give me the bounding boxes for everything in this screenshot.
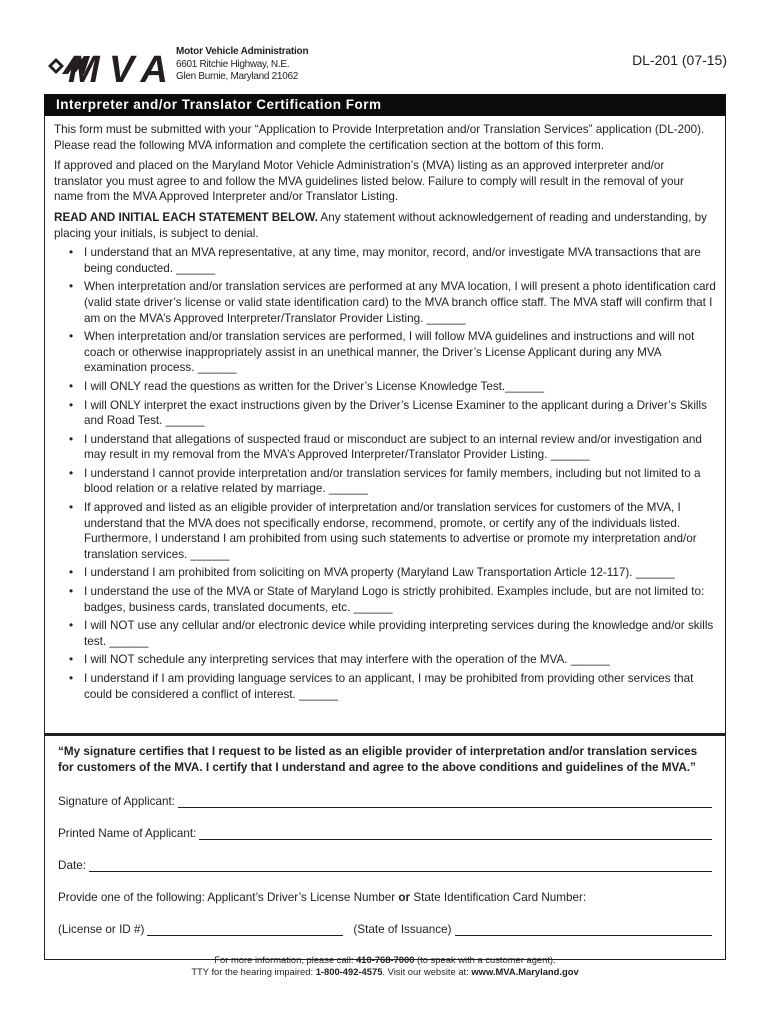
statement-item <box>54 432 716 463</box>
statement-text: I understand the use of the MVA or State of Maryland Logo is strictly prohibited. Examples include, but are not limited to: badges, business cards, translated documents, etc. ______ <box>84 585 705 614</box>
guidelines-section <box>44 116 726 734</box>
bullet-icon: • <box>69 653 74 667</box>
statement-item <box>54 671 716 702</box>
address-line-1: 6601 Ritchie Highway, N.E. <box>176 58 290 70</box>
statement-text: When interpretation and/or translation services are performed at any MVA location, I will present a photo identification card (valid state driver’s license or valid state identification card) to the MVA branch office staff. The MVA staff will confirm that I am on the MVA’s Approved Interpreter/Translator Provider Listing. ______ <box>84 280 716 325</box>
bullet-icon: • <box>69 246 74 260</box>
statement-item <box>54 245 716 276</box>
bullet-icon: • <box>69 398 74 412</box>
statement-item <box>54 279 716 326</box>
printed-name-row <box>58 824 712 840</box>
bullet-icon: • <box>69 672 74 685</box>
tty-number: 1-800-492-4575 <box>315 966 383 977</box>
instruction-bold: READ AND INITIAL EACH STATEMENT BELOW. <box>54 210 318 224</box>
form-header <box>44 40 729 88</box>
intro-paragraph-2: If approved and placed on the Maryland Motor Vehicle Administration’s (MVA) listing as an approved interpreter and/or translator you must agree to and follow the MVA guidelines listed below. Failure to comply will result in the removal of your name from the MVA Approved Interpreter and/or Translator Listing. <box>54 159 684 204</box>
footer-line-1 <box>0 954 770 966</box>
statement-text: I understand I am prohibited from soliciting on MVA property (Maryland Law Transportation Article 12-117). ______ <box>84 566 675 580</box>
provide-prefix: Provide one of the following: Applicant’s Driver’s License Number <box>58 891 396 904</box>
agency-name: Motor Vehicle Administration <box>176 46 309 57</box>
instruction-paragraph <box>54 210 716 241</box>
bullet-icon: • <box>69 330 74 344</box>
form-number: DL-201 (07-15) <box>632 52 727 68</box>
agency-block <box>176 46 308 84</box>
statement-item <box>54 618 716 649</box>
bullet-icon: • <box>69 501 74 515</box>
signature-field[interactable] <box>178 796 712 808</box>
statement-text: I understand I cannot provide interpretation and/or translation services for family members, including but not limited to a blood relation or a relative related by marriage. ______ <box>84 466 701 496</box>
bullet-icon: • <box>69 466 74 480</box>
statement-item <box>54 398 716 429</box>
statement-item <box>54 466 716 497</box>
statement-text: I will ONLY interpret the exact instructions given by the Driver’s License Examiner to the applicant during a Driver’s Skills and Road Test. ______ <box>84 398 707 428</box>
statement-text: I will NOT use any cellular and/or electronic device while providing interpreting services during the knowledge and/or skills test. ______ <box>84 619 714 648</box>
statement-text: If approved and listed as an eligible provider of interpretation and/or translation services for customers of the MVA, I understand that the MVA does not specifically endorse, recommend, promote, or certify any of the individuals listed. Furthermore, I understand I am prohibited from using such statements to advertise or promote my interpretation and/or translation services. ______ <box>84 501 697 561</box>
bullet-icon: • <box>69 619 74 633</box>
provide-instruction <box>58 888 712 904</box>
statement-item <box>54 584 716 615</box>
printed-name-field[interactable] <box>199 828 712 840</box>
license-label: (License or ID #) <box>58 923 145 936</box>
footer-call-prefix: For more information, please call: <box>214 954 357 965</box>
date-label: Date: <box>58 859 86 872</box>
state-of-issuance-field[interactable] <box>455 924 713 936</box>
footer-tty-prefix: TTY for the hearing impaired: <box>191 966 316 977</box>
instruction-rest: Any statement without acknowledgement of reading and understanding, by placing your initials, is subject to denial. <box>54 210 708 240</box>
statement-item <box>54 652 716 668</box>
printed-name-label: Printed Name of Applicant: <box>58 827 197 840</box>
signature-row <box>58 792 712 808</box>
statement-item <box>54 379 716 395</box>
footer-call-suffix: (to speak with a customer agent). <box>414 954 556 965</box>
date-field[interactable] <box>89 860 712 872</box>
address-line-2: Glen Burnie, Maryland 21062 <box>176 71 298 82</box>
statement-text: When interpretation and/or translation services are performed, I will follow MVA guidelines and instructions and will not coach or otherwise inappropriately assist in an unethical manner, the Driver’s License Applicant during any MVA examination process. ______ <box>84 330 695 375</box>
footer-line-2 <box>0 966 770 978</box>
statement-item <box>54 565 716 581</box>
intro-paragraph-1: This form must be submitted with your “Application to Provide Interpretation and/or Translation Services” application (DL-200). Please read the following MVA information and complete the certification section at the bottom of this form. <box>54 123 705 152</box>
form-title: Interpreter and/or Translator Certification Form <box>44 94 726 116</box>
statement-text: I understand that an MVA representative, at any time, may monitor, record, and/or investigate MVA transactions that are being conducted. ______ <box>84 246 701 275</box>
statement-list <box>54 245 716 702</box>
bullet-icon: • <box>69 432 74 446</box>
certification-statement: “My signature certifies that I request to be listed as an eligible provider of interpretation and/or translation services for customers of the MVA. I certify that I understand and agree to the above conditions and guidelines of the MVA.” <box>58 745 698 774</box>
statement-text: I understand if I am providing language services to an applicant, I may be prohibited from providing other services that could be considered a conflict of interest. ______ <box>84 672 694 701</box>
statement-text: I will ONLY read the questions as written for the Driver’s License Knowledge Test.______ <box>84 379 545 393</box>
bullet-icon: • <box>69 280 74 294</box>
state-label: (State of Issuance) <box>353 923 452 936</box>
signature-label: Signature of Applicant: <box>58 795 175 808</box>
bullet-icon: • <box>69 566 74 580</box>
footer-tty-mid: . Visit our website at: <box>382 966 472 977</box>
statement-item <box>54 500 716 562</box>
website-link[interactable]: www.MVA.Maryland.gov <box>471 966 579 977</box>
bullet-icon: • <box>69 379 74 393</box>
phone-number: 410-768-7000 <box>356 954 415 965</box>
date-row <box>58 856 712 872</box>
logo-text: MVA <box>68 49 166 86</box>
mva-logo <box>44 44 169 86</box>
license-number-field[interactable] <box>147 924 343 936</box>
license-row <box>58 920 712 936</box>
provide-or: or <box>398 891 411 904</box>
footer <box>0 954 770 978</box>
statement-text: I understand that allegations of suspected fraud or misconduct are subject to an internal review and/or investigation and may result in my removal from the MVA’s Approved Interpreter/Translator Provider Listing. ______ <box>84 432 702 462</box>
provide-suffix: State Identification Card Number: <box>413 891 587 904</box>
bullet-icon: • <box>69 585 74 599</box>
statement-item <box>54 329 716 376</box>
statement-text: I will NOT schedule any interpreting services that may interfere with the operation of the MVA. ______ <box>84 653 610 667</box>
certification-section <box>44 734 726 960</box>
